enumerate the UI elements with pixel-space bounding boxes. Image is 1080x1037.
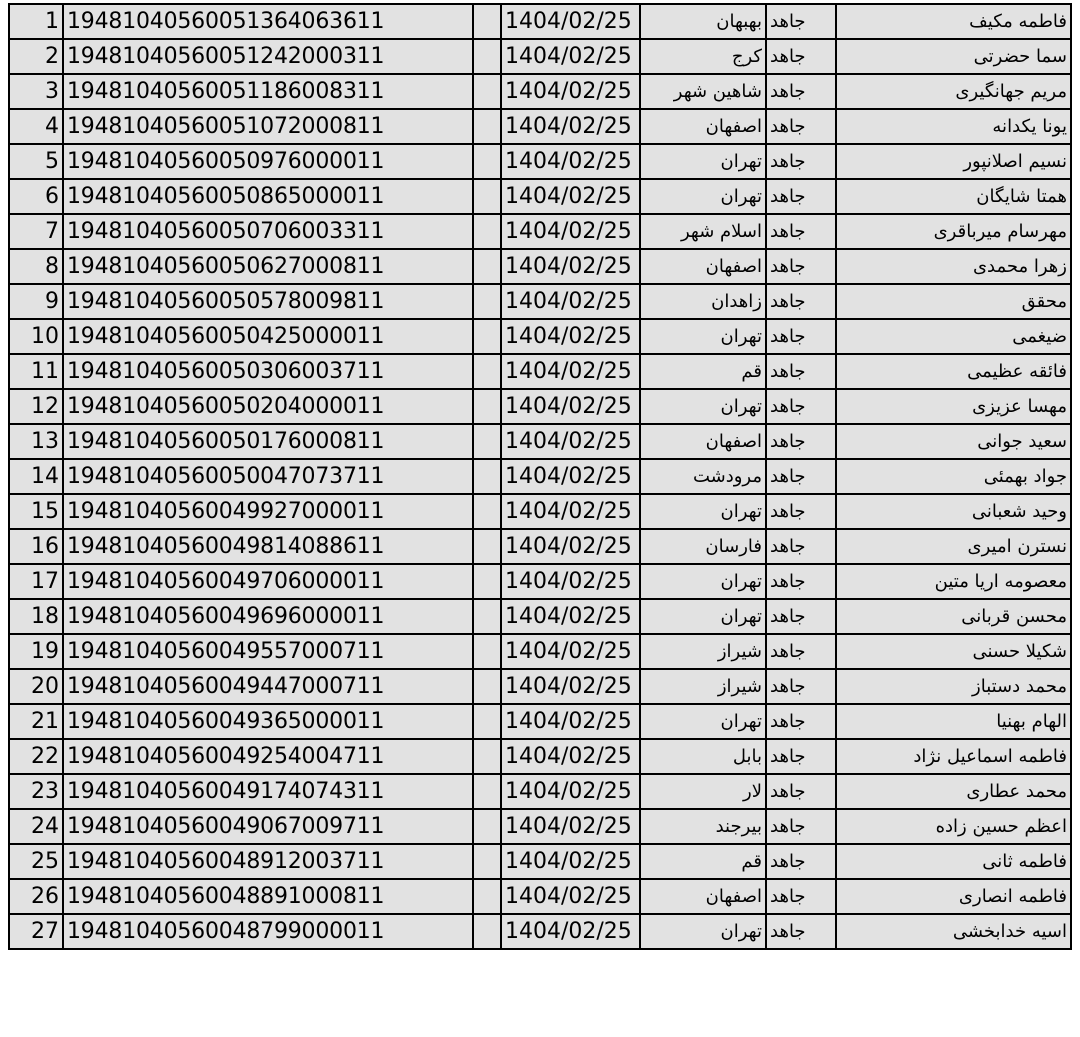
- date-cell[interactable]: 1404/02/25: [501, 564, 640, 599]
- empty-cell[interactable]: [473, 914, 501, 949]
- empty-cell[interactable]: [473, 144, 501, 179]
- date-cell[interactable]: 1404/02/25: [501, 459, 640, 494]
- tracking-code-cell[interactable]: 19481040560048912003711: [63, 844, 473, 879]
- name-cell[interactable]: مهرسام میرباقری: [836, 214, 1071, 249]
- empty-cell[interactable]: [473, 669, 501, 704]
- date-cell[interactable]: 1404/02/25: [501, 214, 640, 249]
- tracking-code-cell[interactable]: 19481040560050047073711: [63, 459, 473, 494]
- name-cell[interactable]: اسیه خدابخشی: [836, 914, 1071, 949]
- city-cell[interactable]: قم: [640, 844, 766, 879]
- tracking-code-cell[interactable]: 19481040560050976000011: [63, 144, 473, 179]
- tracking-code-cell[interactable]: 19481040560050627000811: [63, 249, 473, 284]
- name-cell[interactable]: محسن قربانی: [836, 599, 1071, 634]
- name-cell[interactable]: سعید جوانی: [836, 424, 1071, 459]
- empty-cell[interactable]: [473, 74, 501, 109]
- row-index-cell[interactable]: 8: [9, 249, 63, 284]
- city-cell[interactable]: شیراز: [640, 669, 766, 704]
- table-row: [9, 4, 1071, 39]
- empty-cell[interactable]: [473, 809, 501, 844]
- empty-cell[interactable]: [473, 249, 501, 284]
- name-cell[interactable]: مریم جهانگیری: [836, 74, 1071, 109]
- date-cell[interactable]: 1404/02/25: [501, 179, 640, 214]
- row-index-cell[interactable]: 15: [9, 494, 63, 529]
- status-cell[interactable]: جاهد: [766, 39, 836, 74]
- row-index-cell[interactable]: 21: [9, 704, 63, 739]
- row-index-cell[interactable]: 27: [9, 914, 63, 949]
- empty-cell[interactable]: [473, 179, 501, 214]
- status-cell[interactable]: جاهد: [766, 74, 836, 109]
- table-row: [9, 704, 1071, 739]
- empty-cell[interactable]: [473, 879, 501, 914]
- spreadsheet: [8, 3, 1072, 950]
- name-cell[interactable]: وحید شعبانی: [836, 494, 1071, 529]
- row-index-cell[interactable]: 3: [9, 74, 63, 109]
- row-index-cell[interactable]: 18: [9, 599, 63, 634]
- date-cell[interactable]: 1404/02/25: [501, 144, 640, 179]
- empty-cell[interactable]: [473, 599, 501, 634]
- status-cell[interactable]: جاهد: [766, 564, 836, 599]
- row-index-cell[interactable]: 19: [9, 634, 63, 669]
- row-index-cell[interactable]: 10: [9, 319, 63, 354]
- empty-cell[interactable]: [473, 389, 501, 424]
- row-index-cell[interactable]: 2: [9, 39, 63, 74]
- tracking-code-cell[interactable]: 19481040560050865000011: [63, 179, 473, 214]
- tracking-code-cell[interactable]: 19481040560050176000811: [63, 424, 473, 459]
- city-cell[interactable]: تهران: [640, 179, 766, 214]
- tracking-code-cell[interactable]: 19481040560051186008311: [63, 74, 473, 109]
- row-index-cell[interactable]: 23: [9, 774, 63, 809]
- name-cell[interactable]: محمد عطاری: [836, 774, 1071, 809]
- tracking-code-cell[interactable]: 19481040560050578009811: [63, 284, 473, 319]
- status-cell[interactable]: جاهد: [766, 109, 836, 144]
- table-row: [9, 774, 1071, 809]
- tracking-code-cell[interactable]: 19481040560049696000011: [63, 599, 473, 634]
- tracking-code-cell[interactable]: 19481040560050306003711: [63, 354, 473, 389]
- table-body: [9, 4, 1071, 949]
- name-cell[interactable]: معصومه اریا متین: [836, 564, 1071, 599]
- city-cell[interactable]: بابل: [640, 739, 766, 774]
- city-cell[interactable]: بهبهان: [640, 4, 766, 39]
- empty-cell[interactable]: [473, 459, 501, 494]
- date-cell[interactable]: 1404/02/25: [501, 529, 640, 564]
- table-row: [9, 144, 1071, 179]
- row-index-cell[interactable]: 6: [9, 179, 63, 214]
- empty-cell[interactable]: [473, 4, 501, 39]
- city-cell[interactable]: مرودشت: [640, 459, 766, 494]
- table-row: [9, 284, 1071, 319]
- empty-cell[interactable]: [473, 284, 501, 319]
- name-cell[interactable]: محمد دستباز: [836, 669, 1071, 704]
- city-cell[interactable]: زاهدان: [640, 284, 766, 319]
- tracking-code-cell[interactable]: 19481040560051072000811: [63, 109, 473, 144]
- city-cell[interactable]: تهران: [640, 389, 766, 424]
- status-cell[interactable]: جاهد: [766, 214, 836, 249]
- city-cell[interactable]: اصفهان: [640, 109, 766, 144]
- name-cell[interactable]: محقق: [836, 284, 1071, 319]
- tracking-code-cell[interactable]: 19481040560049067009711: [63, 809, 473, 844]
- tracking-code-cell[interactable]: 19481040560049174074311: [63, 774, 473, 809]
- row-index-cell[interactable]: 4: [9, 109, 63, 144]
- status-cell[interactable]: جاهد: [766, 879, 836, 914]
- date-cell[interactable]: 1404/02/25: [501, 389, 640, 424]
- empty-cell[interactable]: [473, 739, 501, 774]
- date-cell[interactable]: 1404/02/25: [501, 634, 640, 669]
- city-cell[interactable]: تهران: [640, 914, 766, 949]
- name-cell[interactable]: الهام بهنیا: [836, 704, 1071, 739]
- date-cell[interactable]: 1404/02/25: [501, 739, 640, 774]
- tracking-code-cell[interactable]: 19481040560049557000711: [63, 634, 473, 669]
- name-cell[interactable]: اعظم حسین زاده: [836, 809, 1071, 844]
- status-cell[interactable]: جاهد: [766, 529, 836, 564]
- status-cell[interactable]: جاهد: [766, 144, 836, 179]
- city-cell[interactable]: کرج: [640, 39, 766, 74]
- status-cell[interactable]: جاهد: [766, 319, 836, 354]
- row-index-cell[interactable]: 26: [9, 879, 63, 914]
- name-cell[interactable]: نسترن امیری: [836, 529, 1071, 564]
- status-cell[interactable]: جاهد: [766, 844, 836, 879]
- table-row: [9, 634, 1071, 669]
- date-cell[interactable]: 1404/02/25: [501, 494, 640, 529]
- date-cell[interactable]: 1404/02/25: [501, 704, 640, 739]
- tracking-code-cell[interactable]: 19481040560049447000711: [63, 669, 473, 704]
- table-row: [9, 319, 1071, 354]
- tracking-code-cell[interactable]: 19481040560049365000011: [63, 704, 473, 739]
- status-cell[interactable]: جاهد: [766, 634, 836, 669]
- empty-cell[interactable]: [473, 214, 501, 249]
- table-row: [9, 424, 1071, 459]
- tracking-code-cell[interactable]: 19481040560051242000311: [63, 39, 473, 74]
- empty-cell[interactable]: [473, 494, 501, 529]
- tracking-code-cell[interactable]: 19481040560048799000011: [63, 914, 473, 949]
- row-index-cell[interactable]: 14: [9, 459, 63, 494]
- table-row: [9, 39, 1071, 74]
- records-table: [8, 3, 1072, 950]
- row-index-cell[interactable]: 11: [9, 354, 63, 389]
- row-index-cell[interactable]: 9: [9, 284, 63, 319]
- tracking-code-cell[interactable]: 19481040560049814088611: [63, 529, 473, 564]
- date-cell[interactable]: 1404/02/25: [501, 109, 640, 144]
- table-row: [9, 669, 1071, 704]
- city-cell[interactable]: شیراز: [640, 634, 766, 669]
- name-cell[interactable]: مهسا عزیزی: [836, 389, 1071, 424]
- name-cell[interactable]: فاطمه انصاری: [836, 879, 1071, 914]
- row-index-cell[interactable]: 1: [9, 4, 63, 39]
- table-row: [9, 74, 1071, 109]
- tracking-code-cell[interactable]: 19481040560049706000011: [63, 564, 473, 599]
- name-cell[interactable]: نسیم اصلانپور: [836, 144, 1071, 179]
- empty-cell[interactable]: [473, 109, 501, 144]
- tracking-code-cell[interactable]: 19481040560050706003311: [63, 214, 473, 249]
- status-cell[interactable]: جاهد: [766, 249, 836, 284]
- date-cell[interactable]: 1404/02/25: [501, 599, 640, 634]
- row-index-cell[interactable]: 17: [9, 564, 63, 599]
- date-cell[interactable]: 1404/02/25: [501, 354, 640, 389]
- name-cell[interactable]: یونا یکدانه: [836, 109, 1071, 144]
- status-cell[interactable]: جاهد: [766, 389, 836, 424]
- status-cell[interactable]: جاهد: [766, 424, 836, 459]
- empty-cell[interactable]: [473, 774, 501, 809]
- status-cell[interactable]: جاهد: [766, 459, 836, 494]
- name-cell[interactable]: فاطمه اسماعیل نژاد: [836, 739, 1071, 774]
- date-cell[interactable]: 1404/02/25: [501, 284, 640, 319]
- status-cell[interactable]: جاهد: [766, 599, 836, 634]
- name-cell[interactable]: فائقه عظیمی: [836, 354, 1071, 389]
- empty-cell[interactable]: [473, 564, 501, 599]
- status-cell[interactable]: جاهد: [766, 669, 836, 704]
- date-cell[interactable]: 1404/02/25: [501, 844, 640, 879]
- name-cell[interactable]: زهرا محمدی: [836, 249, 1071, 284]
- date-cell[interactable]: 1404/02/25: [501, 249, 640, 284]
- empty-cell[interactable]: [473, 39, 501, 74]
- date-cell[interactable]: 1404/02/25: [501, 424, 640, 459]
- table-row: [9, 599, 1071, 634]
- city-cell[interactable]: اصفهان: [640, 424, 766, 459]
- table-row: [9, 354, 1071, 389]
- status-cell[interactable]: جاهد: [766, 914, 836, 949]
- name-cell[interactable]: فاطمه مکیف: [836, 4, 1071, 39]
- date-cell[interactable]: 1404/02/25: [501, 4, 640, 39]
- table-row: [9, 459, 1071, 494]
- row-index-cell[interactable]: 24: [9, 809, 63, 844]
- row-index-cell[interactable]: 20: [9, 669, 63, 704]
- tracking-code-cell[interactable]: 19481040560049254004711: [63, 739, 473, 774]
- city-cell[interactable]: اصفهان: [640, 249, 766, 284]
- city-cell[interactable]: تهران: [640, 704, 766, 739]
- table-row: [9, 214, 1071, 249]
- table-row: [9, 809, 1071, 844]
- name-cell[interactable]: فاطمه ثانی: [836, 844, 1071, 879]
- tracking-code-cell[interactable]: 19481040560051364063611: [63, 4, 473, 39]
- city-cell[interactable]: اسلام شهر: [640, 214, 766, 249]
- date-cell[interactable]: 1404/02/25: [501, 74, 640, 109]
- table-row: [9, 249, 1071, 284]
- city-cell[interactable]: فارسان: [640, 529, 766, 564]
- tracking-code-cell[interactable]: 19481040560050425000011: [63, 319, 473, 354]
- city-cell[interactable]: تهران: [640, 494, 766, 529]
- table-row: [9, 564, 1071, 599]
- tracking-code-cell[interactable]: 19481040560048891000811: [63, 879, 473, 914]
- city-cell[interactable]: تهران: [640, 144, 766, 179]
- name-cell[interactable]: سما حضرتی: [836, 39, 1071, 74]
- date-cell[interactable]: 1404/02/25: [501, 879, 640, 914]
- empty-cell[interactable]: [473, 319, 501, 354]
- row-index-cell[interactable]: 7: [9, 214, 63, 249]
- tracking-code-cell[interactable]: 19481040560049927000011: [63, 494, 473, 529]
- empty-cell[interactable]: [473, 424, 501, 459]
- date-cell[interactable]: 1404/02/25: [501, 39, 640, 74]
- tracking-code-cell[interactable]: 19481040560050204000011: [63, 389, 473, 424]
- name-cell[interactable]: ضیغمی: [836, 319, 1071, 354]
- status-cell[interactable]: جاهد: [766, 704, 836, 739]
- date-cell[interactable]: 1404/02/25: [501, 319, 640, 354]
- city-cell[interactable]: قم: [640, 354, 766, 389]
- name-cell[interactable]: شکیلا حسنی: [836, 634, 1071, 669]
- status-cell[interactable]: جاهد: [766, 179, 836, 214]
- city-cell[interactable]: تهران: [640, 319, 766, 354]
- row-index-cell[interactable]: 22: [9, 739, 63, 774]
- status-cell[interactable]: جاهد: [766, 4, 836, 39]
- empty-cell[interactable]: [473, 354, 501, 389]
- empty-cell[interactable]: [473, 634, 501, 669]
- date-cell[interactable]: 1404/02/25: [501, 774, 640, 809]
- row-index-cell[interactable]: 12: [9, 389, 63, 424]
- empty-cell[interactable]: [473, 529, 501, 564]
- name-cell[interactable]: همتا شایگان: [836, 179, 1071, 214]
- row-index-cell[interactable]: 5: [9, 144, 63, 179]
- empty-cell[interactable]: [473, 844, 501, 879]
- city-cell[interactable]: تهران: [640, 599, 766, 634]
- table-row: [9, 109, 1071, 144]
- date-cell[interactable]: 1404/02/25: [501, 914, 640, 949]
- table-row: [9, 739, 1071, 774]
- name-cell[interactable]: جواد بهمئی: [836, 459, 1071, 494]
- status-cell[interactable]: جاهد: [766, 774, 836, 809]
- table-row: [9, 844, 1071, 879]
- city-cell[interactable]: لار: [640, 774, 766, 809]
- date-cell[interactable]: 1404/02/25: [501, 809, 640, 844]
- table-row: [9, 389, 1071, 424]
- table-row: [9, 529, 1071, 564]
- city-cell[interactable]: بیرجند: [640, 809, 766, 844]
- row-index-cell[interactable]: 25: [9, 844, 63, 879]
- empty-cell[interactable]: [473, 704, 501, 739]
- status-cell[interactable]: جاهد: [766, 354, 836, 389]
- table-row: [9, 494, 1071, 529]
- status-cell[interactable]: جاهد: [766, 739, 836, 774]
- date-cell[interactable]: 1404/02/25: [501, 669, 640, 704]
- city-cell[interactable]: اصفهان: [640, 879, 766, 914]
- table-row: [9, 879, 1071, 914]
- status-cell[interactable]: جاهد: [766, 494, 836, 529]
- table-row: [9, 914, 1071, 949]
- city-cell[interactable]: تهران: [640, 564, 766, 599]
- table-row: [9, 179, 1071, 214]
- row-index-cell[interactable]: 13: [9, 424, 63, 459]
- status-cell[interactable]: جاهد: [766, 284, 836, 319]
- row-index-cell[interactable]: 16: [9, 529, 63, 564]
- status-cell[interactable]: جاهد: [766, 809, 836, 844]
- city-cell[interactable]: شاهین شهر: [640, 74, 766, 109]
